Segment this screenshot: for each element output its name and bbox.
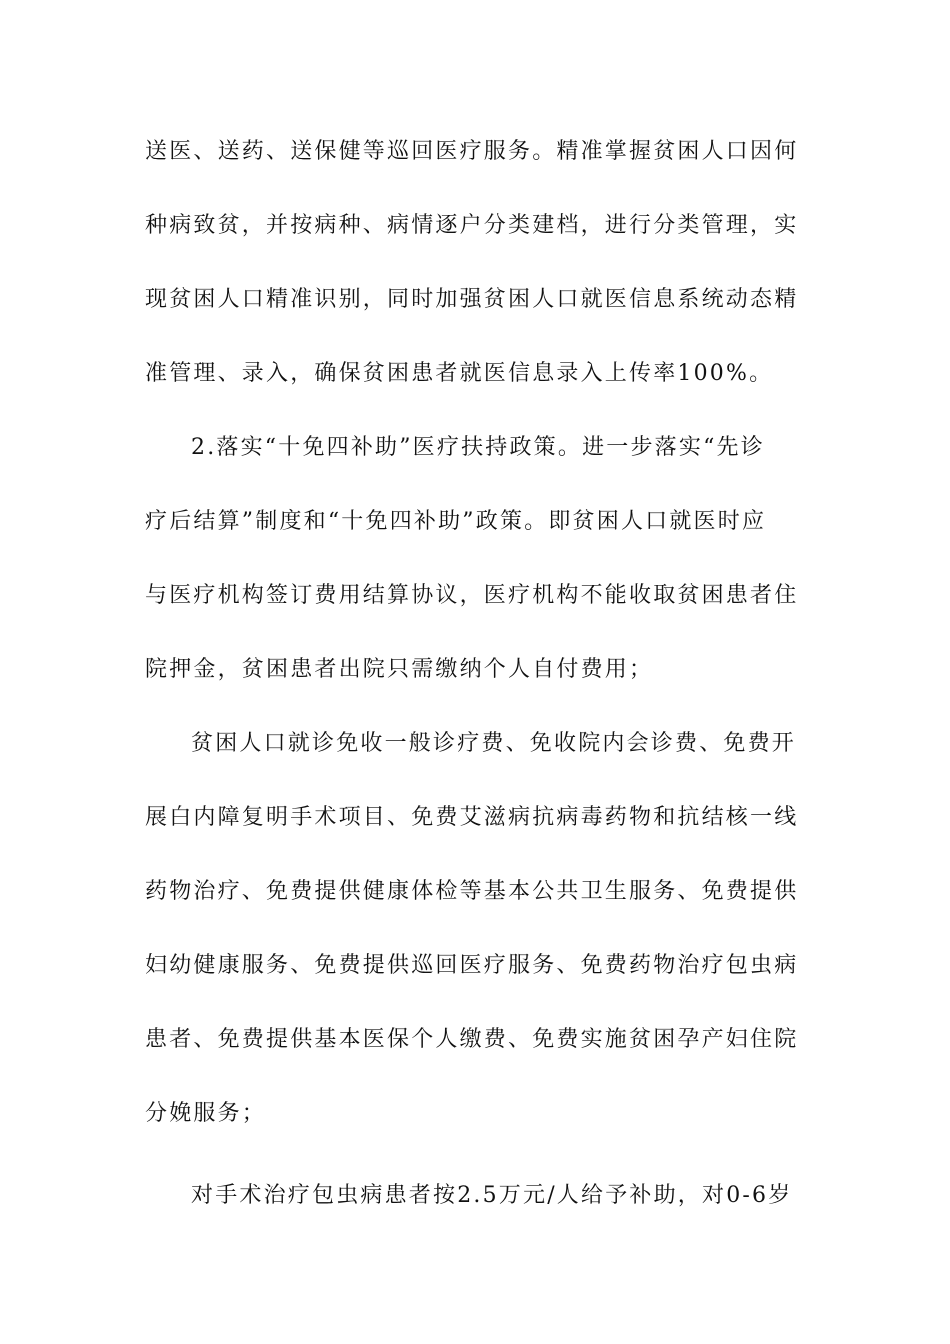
paragraph-first-line: 对手术治疗包虫病患者按2.5万元/人给予补助，对0-6岁 xyxy=(191,1183,793,1208)
text-line: 送医、送药、送保健等巡回医疗服务。精准掌握贫困人口因何 xyxy=(145,139,799,164)
text-line: 分娩服务； xyxy=(145,1101,267,1126)
paragraph-first-line: 2.落实“十免四补助”医疗扶持政策。进一步落实“先诊 xyxy=(191,435,765,460)
text-line: 准管理、录入，确保贫困患者就医信息录入上传率100%。 xyxy=(145,361,774,386)
text-line: 现贫困人口精准识别，同时加强贫困人口就医信息系统动态精 xyxy=(145,287,799,312)
text-line: 展白内障复明手术项目、免费艾滋病抗病毒药物和抗结核一线 xyxy=(145,805,799,830)
paragraph-first-line: 贫困人口就诊免收一般诊疗费、免收院内会诊费、免费开 xyxy=(191,731,797,756)
text-line: 患者、免费提供基本医保个人缴费、免费实施贫困孕产妇住院 xyxy=(145,1027,799,1052)
text-line: 种病致贫，并按病种、病情逐户分类建档，进行分类管理，实 xyxy=(145,213,799,238)
text-line: 药物治疗、免费提供健康体检等基本公共卫生服务、免费提供 xyxy=(145,879,799,904)
text-line: 疗后结算”制度和“十免四补助”政策。即贫困人口就医时应 xyxy=(145,509,767,534)
text-line: 与医疗机构签订费用结算协议，医疗机构不能收取贫困患者住 xyxy=(145,583,799,608)
text-line: 妇幼健康服务、免费提供巡回医疗服务、免费药物治疗包虫病 xyxy=(145,953,799,978)
text-line: 院押金，贫困患者出院只需缴纳个人自付费用； xyxy=(145,657,654,682)
